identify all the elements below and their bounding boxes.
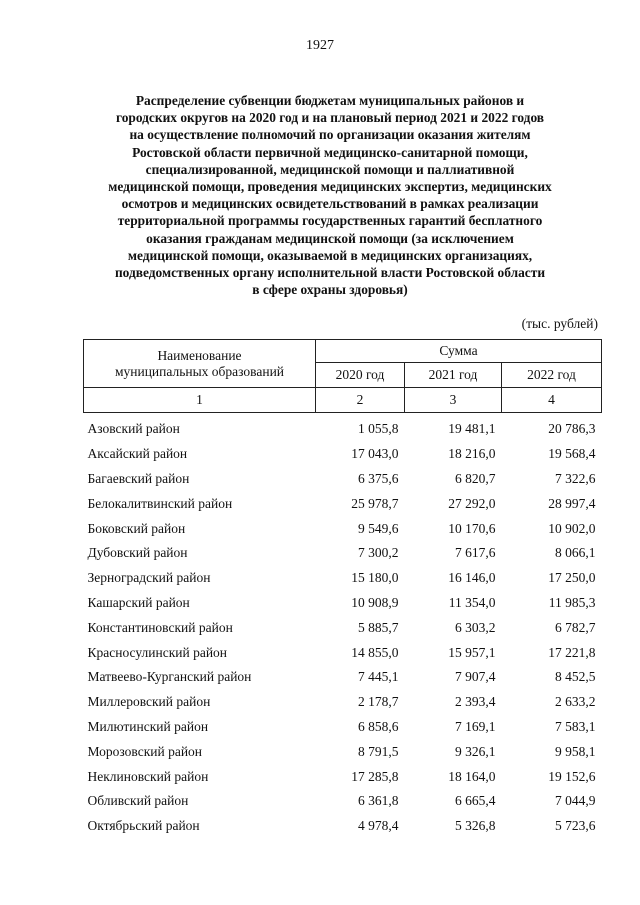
title-line: оказания гражданам медицинской помощи (за исключением	[146, 230, 514, 246]
district-name-cell: Матвеево-Курганский район	[87, 669, 252, 685]
amount-2021-cell: 18 216,0	[448, 446, 496, 462]
title-line: Распределение субвенции бюджетам муниципальных районов и	[135, 93, 525, 108]
amount-2022-cell: 5 723,6	[555, 818, 596, 834]
column-number: 4	[502, 388, 602, 413]
amount-2022-cell: 20 786,3	[548, 421, 596, 437]
table-row	[84, 715, 602, 740]
table-row	[84, 442, 602, 467]
amount-2021-cell: 2 393,4	[455, 694, 496, 710]
district-name-cell: Аксайский район	[87, 446, 188, 462]
title-line: на осуществление полномочий по организации оказания жителям	[129, 127, 531, 143]
table-row	[84, 516, 602, 541]
amount-2021-cell: 18 164,0	[448, 768, 496, 784]
amount-2020-cell: 25 978,7	[351, 495, 399, 511]
amount-2022-cell: 8 452,5	[555, 669, 596, 685]
amount-2020-cell: 6 858,6	[358, 718, 399, 734]
header-sum: Сумма	[316, 340, 602, 363]
amount-2022-cell: 7 583,1	[555, 718, 596, 734]
units-label: (тыс. рублей)	[521, 316, 598, 331]
table-row	[84, 541, 602, 566]
amount-2021-cell: 5 326,8	[455, 818, 496, 834]
amount-2022-cell: 7 044,9	[555, 793, 596, 809]
table-row	[84, 591, 602, 616]
district-name-cell: Боковский район	[87, 520, 186, 536]
amount-2020-cell: 7 445,1	[358, 669, 399, 685]
amount-2022-cell: 2 633,2	[555, 694, 596, 710]
column-number: 3	[405, 388, 502, 413]
title-line: осмотров и медицинских освидетельствований в рамках реализации	[121, 196, 539, 212]
column-number: 2	[316, 388, 405, 413]
amount-2021-cell: 11 354,0	[448, 594, 496, 610]
amount-2020-cell: 7 300,2	[358, 545, 399, 561]
amount-2022-cell: 28 997,4	[548, 495, 596, 511]
amount-2021-cell: 6 820,7	[455, 470, 496, 486]
district-name-cell: Миллеровский район	[87, 694, 211, 710]
title-line: территориальной программы государственных гарантий бесплатного	[117, 213, 543, 229]
table-row	[84, 566, 602, 591]
header-year-2020: 2020 год	[316, 363, 405, 388]
amount-2020-cell: 1 055,8	[358, 421, 399, 437]
amount-2020-cell: 15 180,0	[351, 570, 399, 586]
table-row	[84, 665, 602, 690]
header-year-2022: 2022 год	[502, 363, 602, 388]
table-row	[84, 789, 602, 814]
amount-2021-cell: 6 665,4	[455, 793, 496, 809]
title-line: медицинской помощи, оказываемой в медицинских организациях,	[127, 247, 533, 263]
district-name-cell: Азовский район	[87, 421, 180, 437]
table-row	[84, 764, 602, 789]
amount-2021-cell: 7 617,6	[455, 545, 496, 561]
amount-2022-cell: 17 250,0	[548, 570, 596, 586]
amount-2020-cell: 8 791,5	[358, 743, 399, 759]
amount-2022-cell: 11 985,3	[548, 594, 596, 610]
amount-2021-cell: 27 292,0	[448, 495, 496, 511]
amount-2021-cell: 9 326,1	[455, 743, 496, 759]
table-row	[84, 814, 602, 839]
amount-2022-cell: 17 221,8	[548, 644, 596, 660]
header-name	[84, 340, 316, 388]
table-row	[84, 640, 602, 665]
amount-2021-cell: 16 146,0	[448, 570, 496, 586]
amount-2021-cell: 15 957,1	[448, 644, 496, 660]
table-row	[84, 739, 602, 764]
table-row	[84, 615, 602, 640]
header-name-line: Наименование	[157, 347, 242, 363]
amount-2022-cell: 10 902,0	[548, 520, 596, 536]
amount-2020-cell: 17 285,8	[351, 768, 399, 784]
header-name-line: муниципальных образований	[114, 363, 285, 379]
subvention-table	[83, 339, 602, 839]
district-name-cell: Милютинский район	[87, 718, 209, 734]
amount-2022-cell: 6 782,7	[555, 619, 596, 635]
amount-2021-cell: 19 481,1	[448, 421, 496, 437]
amount-2022-cell: 7 322,6	[555, 470, 596, 486]
amount-2020-cell: 6 361,8	[358, 793, 399, 809]
column-number: 1	[84, 388, 316, 413]
district-name-cell: Красносулинский район	[87, 644, 228, 660]
district-name-cell: Багаевский район	[87, 470, 190, 486]
amount-2021-cell: 10 170,6	[448, 520, 496, 536]
title-line: Ростовской области первичной медицинско-санитарной помощи,	[132, 144, 528, 160]
page-number: 1927	[306, 38, 334, 53]
amount-2020-cell: 14 855,0	[351, 644, 399, 660]
amount-2022-cell: 9 958,1	[555, 743, 596, 759]
amount-2021-cell: 7 907,4	[455, 669, 496, 685]
table-row	[84, 491, 602, 516]
amount-2020-cell: 10 908,9	[351, 594, 399, 610]
district-name-cell: Кашарский район	[87, 594, 190, 610]
amount-2022-cell: 19 568,4	[548, 446, 596, 462]
amount-2022-cell: 8 066,1	[555, 545, 596, 561]
title-line: подведомственных органу исполнительной власти Ростовской области	[114, 265, 546, 281]
table-body	[84, 413, 602, 839]
district-name-cell: Морозовский район	[87, 743, 203, 759]
table-row	[84, 467, 602, 492]
district-name-cell: Зерноградский район	[87, 570, 211, 586]
title-line: в сфере охраны здоровья)	[252, 282, 408, 298]
amount-2020-cell: 4 978,4	[358, 818, 399, 834]
district-name-cell: Белокалитвинский район	[87, 495, 233, 511]
document-title	[80, 92, 580, 298]
amount-2021-cell: 6 303,2	[455, 619, 496, 635]
title-line: специализированной, медицинской помощи и паллиативной	[145, 161, 515, 177]
header-year-2021: 2021 год	[405, 363, 502, 388]
amount-2022-cell: 19 152,6	[548, 768, 596, 784]
amount-2020-cell: 5 885,7	[358, 619, 399, 635]
amount-2020-cell: 6 375,6	[358, 470, 399, 486]
amount-2020-cell: 17 043,0	[351, 446, 399, 462]
district-name-cell: Обливский район	[87, 793, 189, 809]
district-name-cell: Константиновский район	[87, 619, 233, 635]
table-row	[84, 413, 602, 442]
title-line: медицинской помощи, проведения медицинских экспертиз, медицинских	[108, 179, 552, 195]
amount-2020-cell: 9 549,6	[358, 520, 399, 536]
district-name-cell: Неклиновский район	[87, 768, 209, 784]
title-line: городских округов на 2020 год и на плановый период 2021 и 2022 годов	[115, 110, 545, 126]
amount-2021-cell: 7 169,1	[455, 718, 496, 734]
amount-2020-cell: 2 178,7	[358, 694, 399, 710]
district-name-cell: Октябрьский район	[87, 818, 200, 834]
district-name-cell: Дубовский район	[87, 545, 188, 561]
table-row	[84, 690, 602, 715]
